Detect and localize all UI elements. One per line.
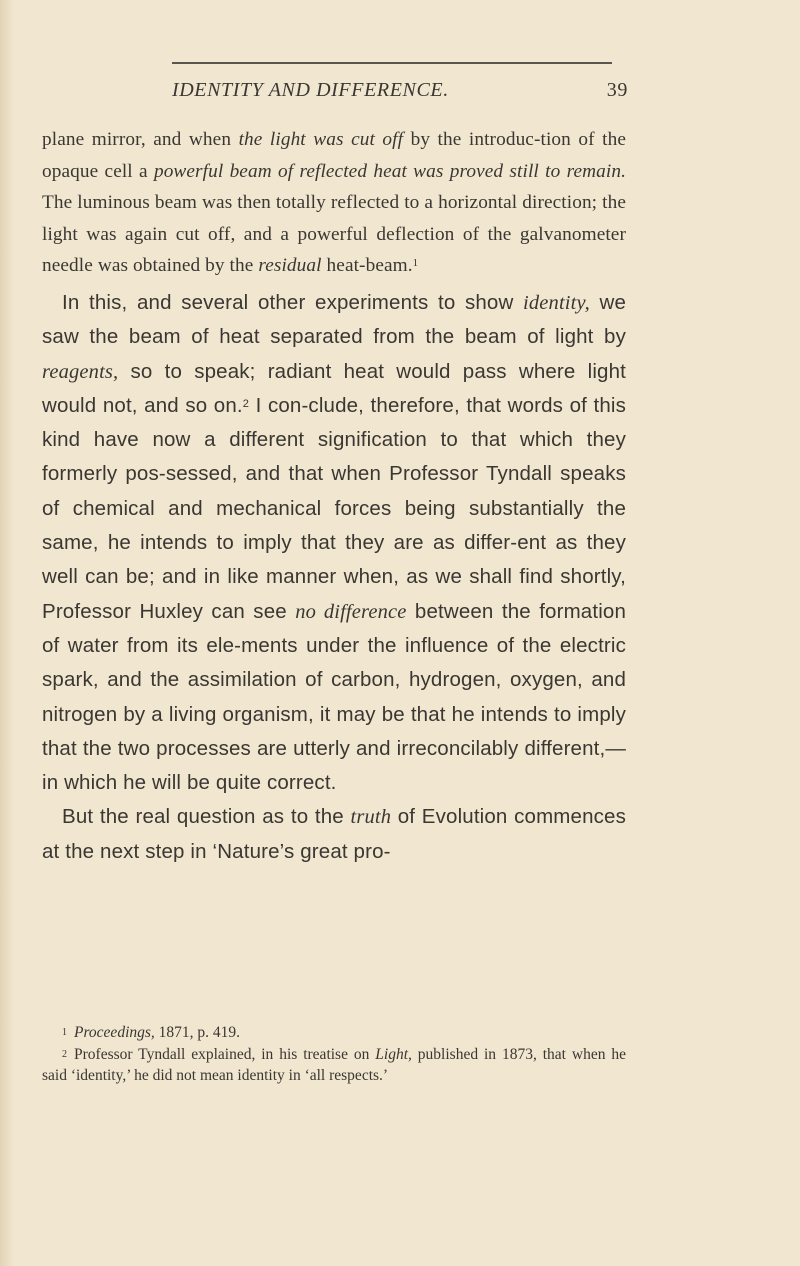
page-number: 39: [606, 79, 628, 101]
text-run: published in 1873, that when he said ‘identity,’ he did not mean identity in ‘all respects.’: [42, 1045, 626, 1084]
running-head: [172, 79, 628, 102]
italic-run: powerful beam of reflected heat was proved still to remain.: [153, 160, 627, 182]
text-run: heat-beam.: [321, 255, 413, 277]
footnote-mark: 2: [62, 1048, 67, 1060]
page-edge-shadow: [0, 0, 14, 1266]
text-run: But the real question as to the: [62, 805, 351, 829]
footnote-ref-1[interactable]: 1: [412, 257, 419, 270]
text-run: 1871, p. 419.: [154, 1024, 241, 1041]
footnotes: [42, 1022, 626, 1087]
italic-run: Light,: [375, 1045, 412, 1063]
text-run: we saw the beam of heat separated from the beam of light by: [42, 290, 626, 349]
paragraph-1: [42, 124, 626, 282]
footnote-ref-2[interactable]: 2: [242, 397, 250, 410]
italic-run: reagents,: [42, 360, 119, 383]
text-run: The luminous beam was then totally reflected to a horizontal direction; the light was again cut off, and a powerful deflection of the galvanometer needle was obtained by the: [42, 192, 626, 277]
running-title: IDENTITY AND DIFFERENCE.: [172, 79, 449, 101]
text-run: In this, and several other experiments to show: [62, 290, 524, 314]
italic-run: residual: [258, 255, 322, 277]
text-run: so to speak; radiant heat would pass where light would not, and so on.: [42, 359, 626, 417]
italic-run: identity,: [523, 291, 590, 314]
body-text: [42, 124, 626, 869]
italic-run: truth: [350, 806, 392, 829]
text-run: by the introduc-tion of the opaque cell a: [42, 129, 626, 182]
paragraph-3: [42, 800, 626, 869]
paragraph-2: [42, 286, 626, 800]
italic-run: the light was cut off: [238, 129, 404, 150]
footnote-2: [42, 1044, 626, 1087]
italic-run: Proceedings,: [74, 1024, 155, 1041]
text-run: Professor Tyndall explained, in his treatise on: [74, 1045, 376, 1063]
text-run: of Evolution commences at the next step in ‘Nature’s great pro-: [42, 805, 626, 863]
text-run: I con-clude, therefore, that words of this kind have now a different signification to that which they formerly pos-sessed, and that when Professor Tyndall speaks of chemical and mechanical forces being substantially the same, he intends to imply that they are as differ-ent as they well can be; and in like manner when, as we shall find shortly, Professor Huxley can see: [42, 393, 627, 623]
italic-run: no difference: [295, 600, 407, 623]
top-rule: [172, 62, 612, 64]
text-run: plane mirror, and when: [42, 129, 239, 150]
text-run: between the formation of water from its ele-ments under the influence of the electric spark, and the assimilation of carbon, hydrogen, oxygen, and nitrogen by a living organism, it may be that he intends to imply that the two processes are utterly and irreconcilably different,—in which he will be quite correct.: [42, 599, 627, 795]
footnote-mark: 1: [62, 1027, 67, 1038]
footnote-1: [42, 1022, 626, 1044]
